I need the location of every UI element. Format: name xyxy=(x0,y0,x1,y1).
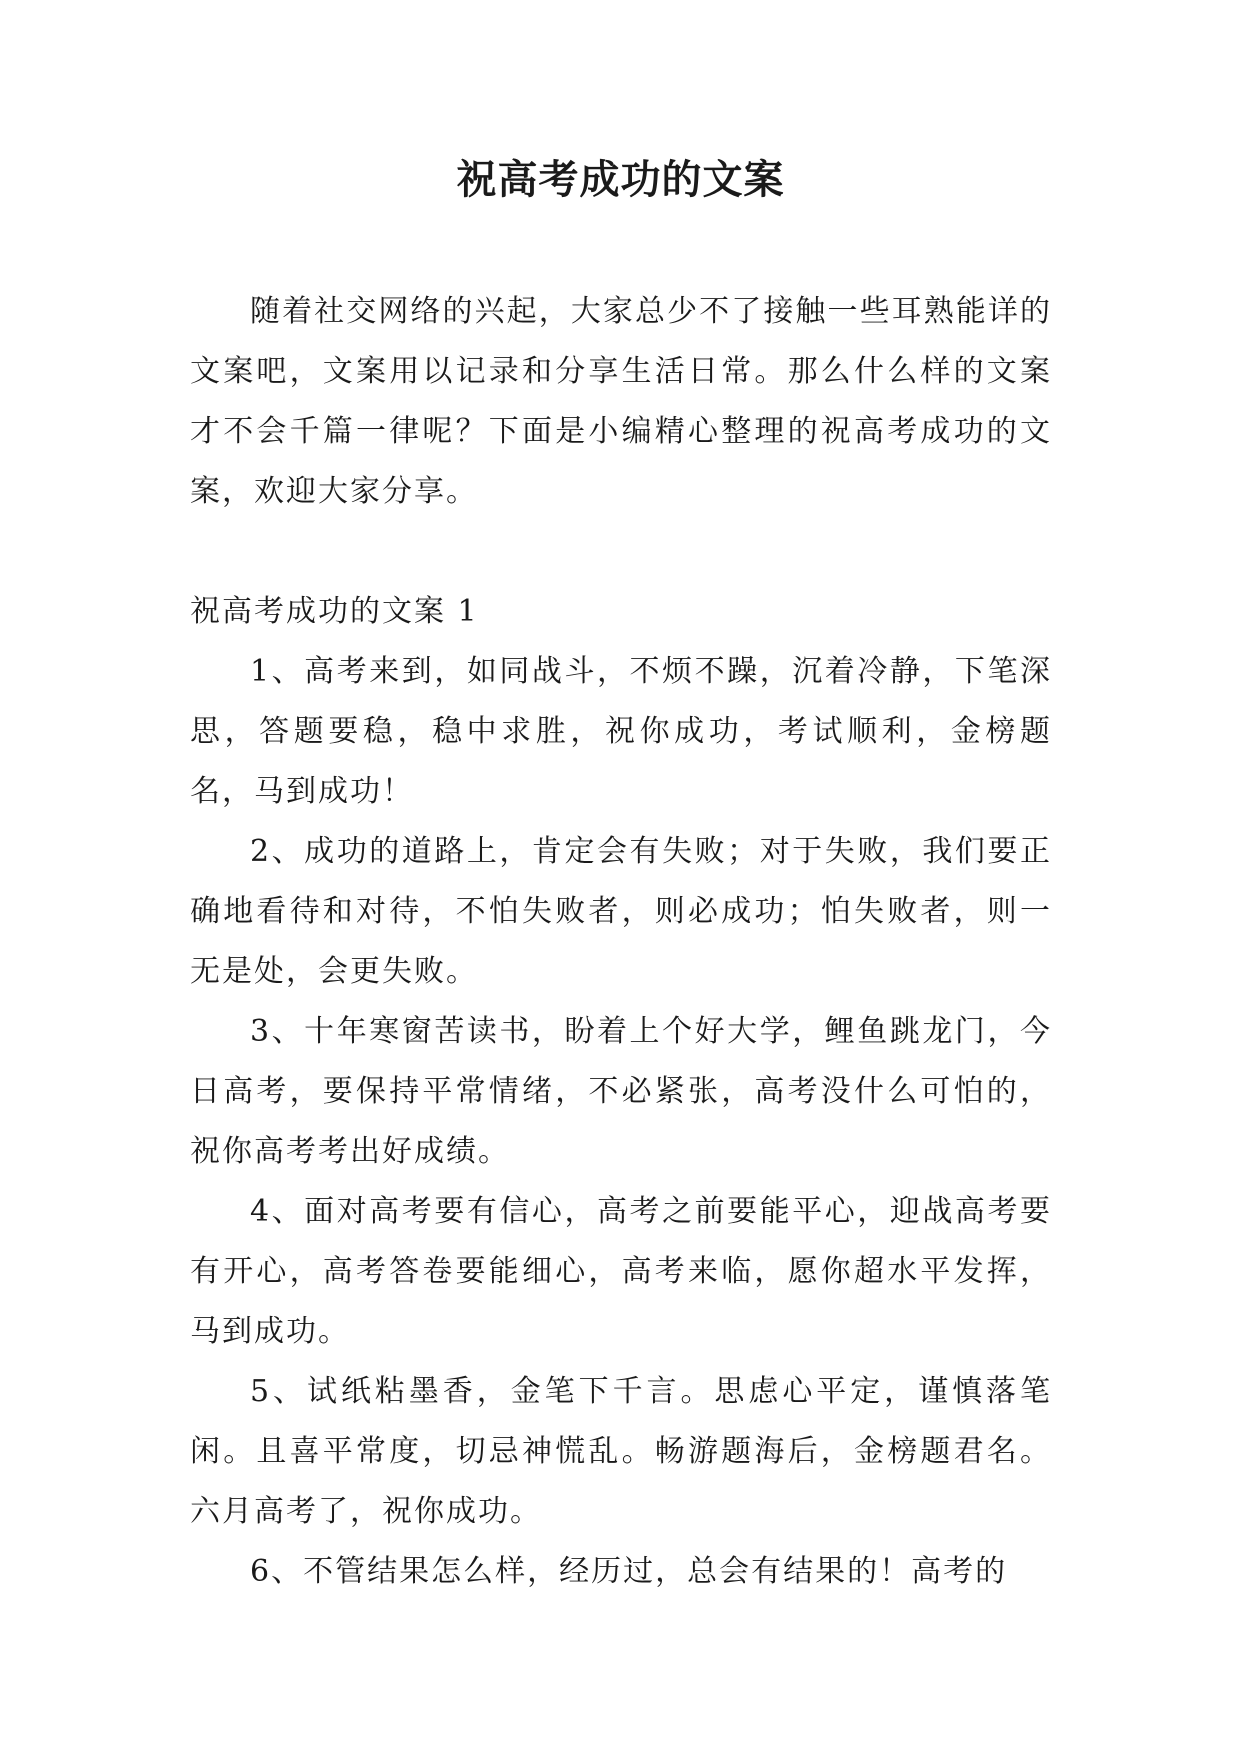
document-title: 祝高考成功的文案 xyxy=(456,156,785,203)
list-item: 1、高考来到，如同战斗，不烦不躁，沉着冷静，下笔深思，答题要稳，稳中求胜，祝你成功，考试顺利，金榜题名，马到成功！ xyxy=(190,654,1052,809)
list-item: 4、面对高考要有信心，高考之前要能平心，迎战高考要有开心，高考答卷要能细心，高考来临，愿你超水平发挥，马到成功。 xyxy=(190,1194,1052,1349)
list-item: 6、不管结果怎么样，经历过，总会有结果的！高考的 xyxy=(250,1554,1008,1589)
section-heading: 祝高考成功的文案 1 xyxy=(190,594,479,629)
list-item: 3、十年寒窗苦读书，盼着上个好大学，鲤鱼跳龙门，今日高考，要保持平常情绪，不必紧张，高考没什么可怕的，祝你高考考出好成绩。 xyxy=(190,1014,1052,1169)
document-body xyxy=(190,282,1052,1602)
list-item: 5、试纸粘墨香，金笔下千言。思虑心平定，谨慎落笔闲。且喜平常度，切忌神慌乱。畅游题海后，金榜题君名。六月高考了，祝你成功。 xyxy=(190,1374,1052,1529)
list-item: 2、成功的道路上，肯定会有失败；对于失败，我们要正确地看待和对待，不怕失败者，则必成功；怕失败者，则一无是处，会更失败。 xyxy=(190,834,1052,989)
intro-paragraph: 随着社交网络的兴起，大家总少不了接触一些耳熟能详的文案吧，文案用以记录和分享生活日常。那么什么样的文案才不会千篇一律呢？下面是小编精心整理的祝高考成功的文案，欢迎大家分享。 xyxy=(190,294,1052,509)
